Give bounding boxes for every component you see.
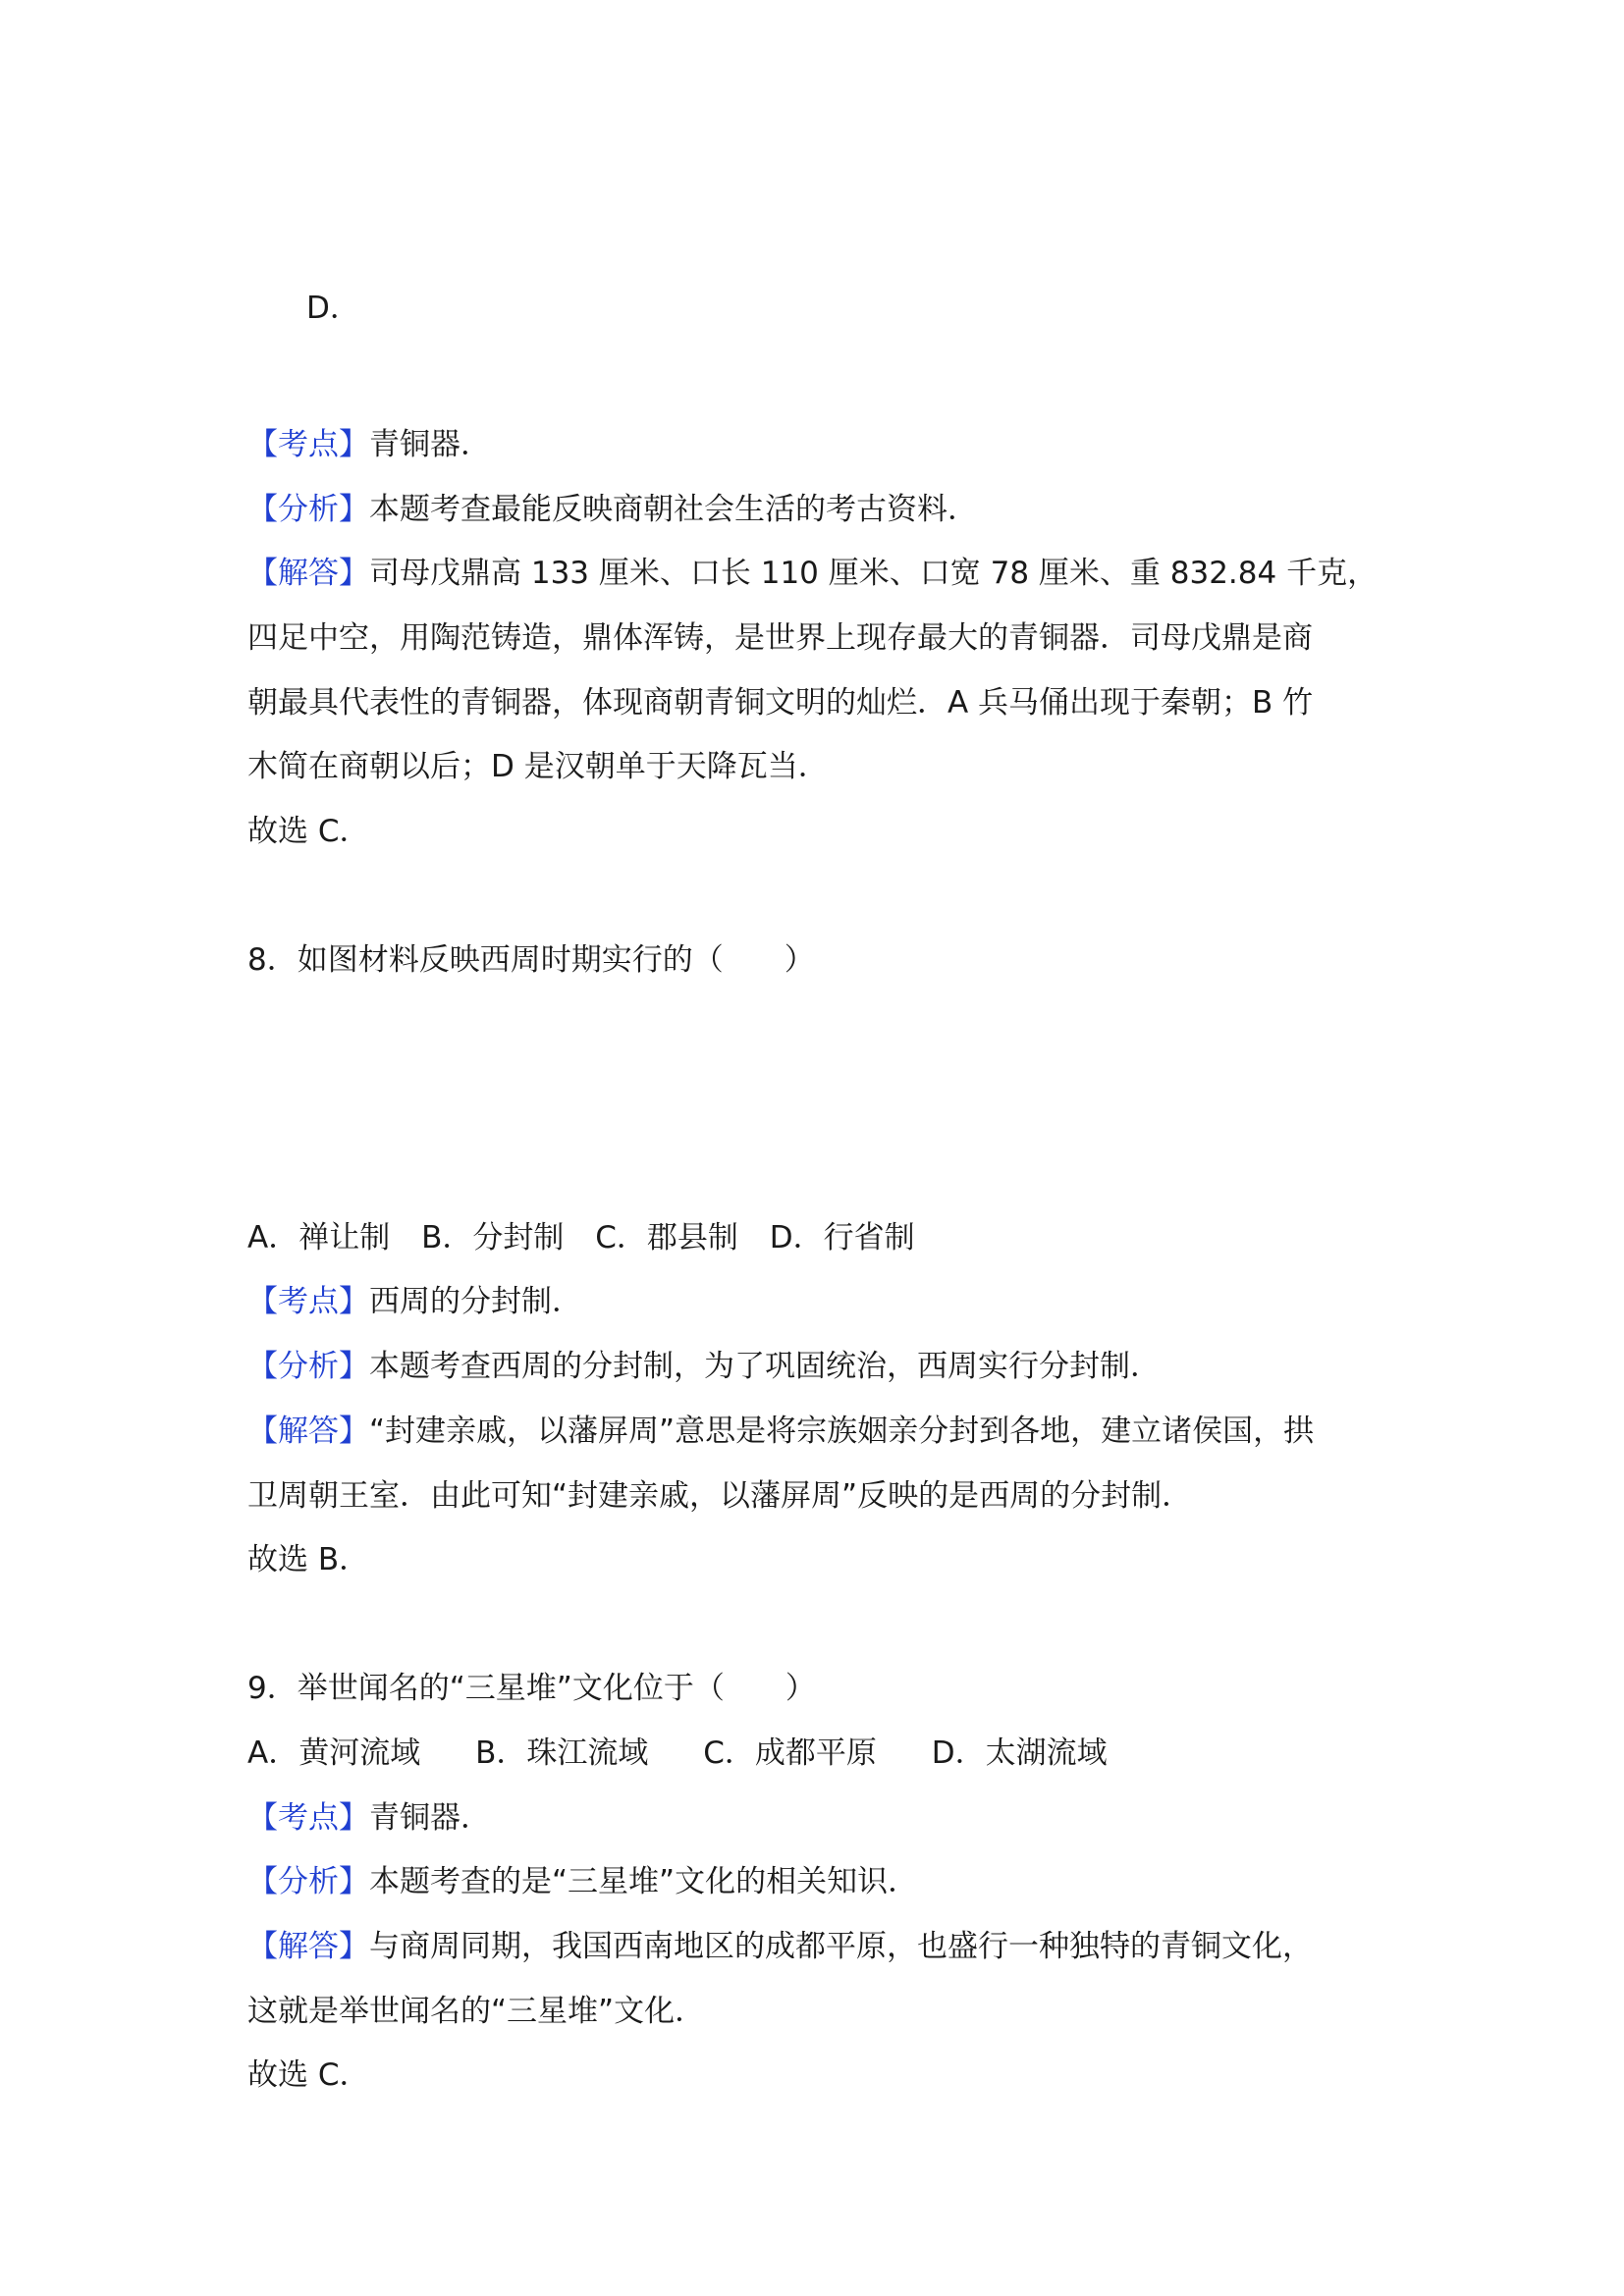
- q9-kaodian: [247, 1798, 1386, 1838]
- q8-option-a: A．禅让制: [247, 1220, 391, 1255]
- jieda-tag: 【解答】: [247, 1929, 369, 1964]
- jieda-line: 司母戊鼎高 133 厘米、口长 110 厘米、口宽 78 厘米、重 832.84 千克，: [369, 556, 1379, 591]
- q9-fenxi: [247, 1862, 1386, 1901]
- q7-kaodian: [247, 425, 1386, 464]
- q7-jieda-line-3: 朝最具代表性的青铜器，体现商朝青铜文明的灿烂．A 兵马俑出现于秦朝；B 竹: [247, 685, 1314, 721]
- fenxi-text: 本题考查西周的分封制，为了巩固统治，西周实行分封制．: [369, 1349, 1161, 1384]
- jieda-line: “封建亲戚，以藩屏周”意思是将宗族姻亲分封到各地，建立诸侯国，拱: [369, 1414, 1315, 1449]
- kaodian-text: 青铜器．: [369, 1800, 491, 1836]
- fenxi-text: 本题考查的是“三星堆”文化的相关知识．: [369, 1864, 919, 1899]
- fenxi-text: 本题考查最能反映商朝社会生活的考古资料．: [369, 492, 978, 527]
- jieda-line: 与商周同期，我国西南地区的成都平原，也盛行一种独特的青铜文化，: [369, 1929, 1313, 1964]
- jieda-tag: 【解答】: [247, 556, 369, 591]
- q9-option-a: A．黄河流域: [247, 1735, 421, 1771]
- q7-jieda: [247, 554, 1386, 593]
- q8-option-d: D．行省制: [769, 1220, 915, 1255]
- kaodian-text: 西周的分封制．: [369, 1284, 582, 1319]
- fenxi-tag: 【分析】: [247, 492, 369, 527]
- q9-option-c: C．成都平原: [703, 1735, 877, 1771]
- q9-answer: 故选 C．: [247, 2057, 370, 2093]
- q8-jieda: [247, 1412, 1386, 1451]
- q8-jieda-line-2: 卫周朝王室．由此可知“封建亲戚，以藩屏周”反映的是西周的分封制．: [247, 1478, 1193, 1514]
- fenxi-tag: 【分析】: [247, 1349, 369, 1384]
- kaodian-text: 青铜器．: [369, 427, 491, 462]
- jieda-tag: 【解答】: [247, 1414, 369, 1449]
- q9-question: 9．举世闻名的“三星堆”文化位于（ ）: [247, 1671, 816, 1706]
- q7-answer: 故选 C．: [247, 814, 370, 849]
- q9-jieda-line-2: 这就是举世闻名的“三星堆”文化．: [247, 1994, 706, 2029]
- q8-fenxi: [247, 1347, 1386, 1386]
- q7-jieda-line-4: 木简在商朝以后；D 是汉朝单于天降瓦当．: [247, 749, 829, 784]
- q7-jieda-line-2: 四足中空，用陶范铸造，鼎体浑铸，是世界上现存最大的青铜器．司母戊鼎是商: [247, 620, 1313, 656]
- kaodian-tag: 【考点】: [247, 1284, 369, 1319]
- q8-options: [247, 1218, 1386, 1257]
- q9-options: [247, 1734, 1386, 1773]
- q9-option-b: B．珠江流域: [475, 1735, 649, 1771]
- kaodian-tag: 【考点】: [247, 1800, 369, 1836]
- q8-question: 8．如图材料反映西周时期实行的（ ）: [247, 942, 815, 978]
- q9-option-d: D．太湖流域: [931, 1735, 1108, 1771]
- fenxi-tag: 【分析】: [247, 1864, 369, 1899]
- q9-jieda: [247, 1927, 1386, 1966]
- q8-option-b: B．分封制: [421, 1220, 565, 1255]
- q8-answer: 故选 B．: [247, 1542, 370, 1577]
- q7-option-d: D．: [306, 291, 360, 326]
- q8-option-c: C．郡县制: [595, 1220, 738, 1255]
- kaodian-tag: 【考点】: [247, 427, 369, 462]
- q8-kaodian: [247, 1282, 1386, 1321]
- q7-fenxi: [247, 490, 1386, 529]
